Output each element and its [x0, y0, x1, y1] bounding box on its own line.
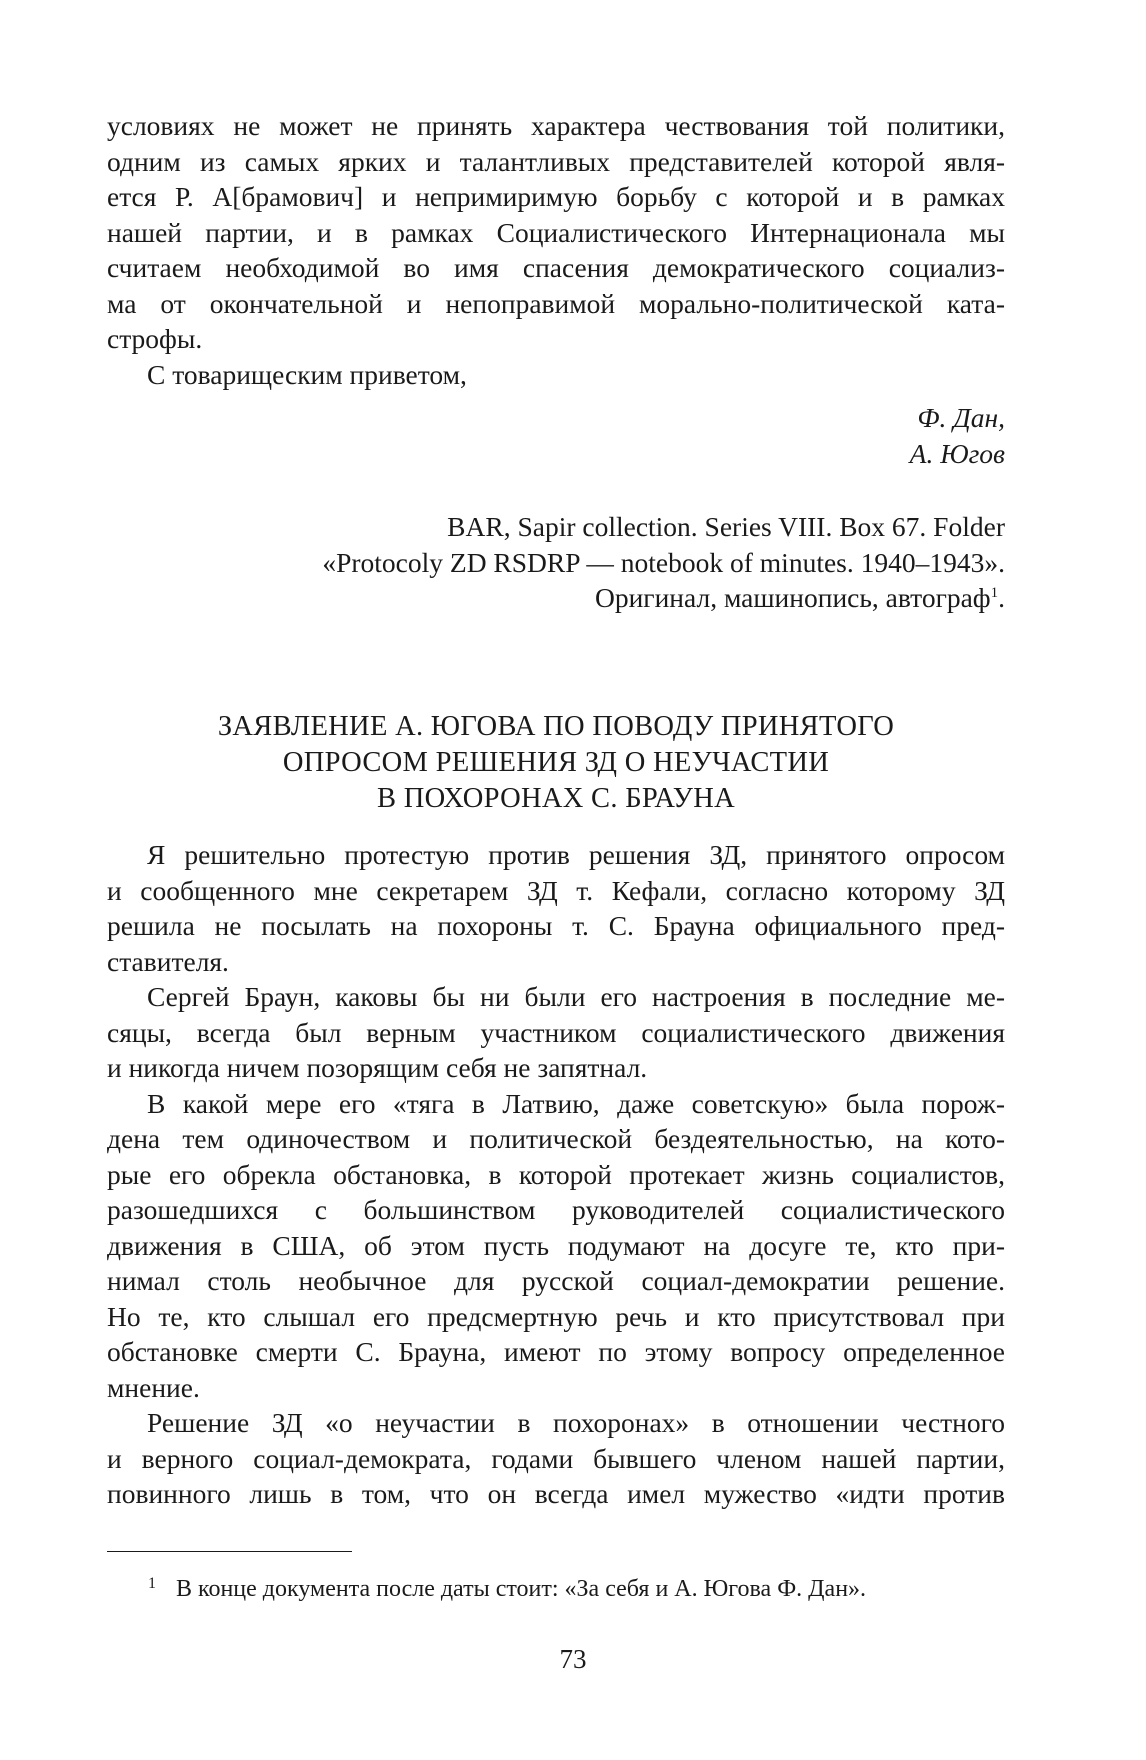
text-line: Но те, кто слышал его предсмертную речь и кто присутствовал при: [107, 1300, 1005, 1332]
text-line: строфы.: [107, 323, 203, 354]
section-title-line: ЗАЯВЛЕНИЕ А. ЮГОВА ПО ПОВОДУ ПРИНЯТОГО: [217, 711, 895, 742]
section-title-line: В ПОХОРОНАХ С. БРАУНА: [377, 783, 735, 814]
footnote: [148, 1569, 1008, 1604]
source-note-line: BAR, Sapir collection. Series VIII. Box 67. Folder: [447, 511, 1005, 542]
text-line: мнение.: [107, 1371, 200, 1403]
text-line: обстановке смерти С. Брауна, имеют по этому вопросу определенное: [107, 1336, 1005, 1367]
text-line: сяцы, всегда был верным участником социалистического движения: [107, 1016, 1005, 1048]
text-line: повинного лишь в том, что он всегда имел мужество «идти против: [107, 1478, 1005, 1509]
text-line: и верного социал-демократа, годами бывшего членом нашей партии,: [107, 1442, 1005, 1474]
section-title-line: ОПРОСОМ РЕШЕНИЯ ЗД О НЕУЧАСТИИ: [282, 747, 830, 778]
footnote-mark: 1: [148, 1575, 156, 1592]
text-line: Я решительно протестую против решения ЗД, принятого опросом: [147, 839, 1005, 870]
text-line: нашей партии, и в рамках Социалистического Интернационала мы: [107, 216, 1005, 248]
source-note-text: Оригинал, машинопись, автограф: [594, 582, 991, 613]
text-line: Решение ЗД «о неучастии в похоронах» в отношении честного: [147, 1407, 1005, 1438]
text-line: Сергей Браун, каковы бы ни были его настроения в последние ме-: [147, 981, 1005, 1012]
letter-closing: С товарищеским приветом,: [147, 358, 467, 390]
text-line: нимал столь необычное для русской социал-демократии решение.: [107, 1265, 1005, 1296]
text-line: движения в США, об этом пусть подумают на досуге те, кто при-: [107, 1229, 1005, 1261]
statement-body: [107, 837, 1005, 1512]
text-line: рые его обрекла обстановка, в которой протекает жизнь социалистов,: [107, 1158, 1005, 1190]
text-line: В какой мере его «тяга в Латвию, даже советскую» была порож-: [147, 1087, 1005, 1119]
text-line: считаем необходимой во имя спасения демократического социализ-: [107, 252, 1005, 283]
text-line: и сообщенного мне секретарем ЗД т. Кефали, согласно которому ЗД: [107, 874, 1005, 906]
letter-end-body: [107, 108, 1005, 471]
source-note-line: Оригинал, машинопись, автограф$^1$.: [594, 582, 1005, 613]
source-note-line: «Protocoly ZD RSDRP — notebook of minutes. 1940–1943».: [322, 546, 1005, 578]
text-line: решила не посылать на похороны т. С. Брауна официального пред-: [107, 910, 1005, 941]
footnote-text: В конце документа после даты стоит: «За себя и А. Югова Ф. Дан».: [176, 1576, 867, 1602]
text-line: одним из самых ярких и талантливых представителей которой явля-: [107, 145, 1005, 177]
page-number: 73: [559, 1644, 587, 1674]
text-line: и никогда ничем позорящим себя не запятнал.: [107, 1052, 648, 1083]
text-line: ма от окончательной и непоправимой морально-политической ката-: [107, 287, 1005, 319]
text-line: ется Р. А[брамович] и непримиримую борьбу с которой и в рамках: [107, 181, 1005, 212]
text-line: условиях не может не принять характера чествования той политики,: [107, 110, 1005, 141]
footnote-reference: 1: [990, 584, 999, 601]
section-title: [107, 709, 1005, 817]
signature-yugov: А. Югов: [909, 437, 1005, 469]
text-line: дена тем одиночеством и политической бездеятельностью, на кото-: [107, 1123, 1005, 1154]
text-line: ставителя.: [107, 945, 229, 977]
source-note: [107, 509, 1005, 616]
text-line: разошедшихся с большинством руководителей социалистического: [107, 1194, 1005, 1225]
footnote-divider: [107, 1551, 352, 1552]
signature-dan: Ф. Дан,: [917, 402, 1005, 433]
